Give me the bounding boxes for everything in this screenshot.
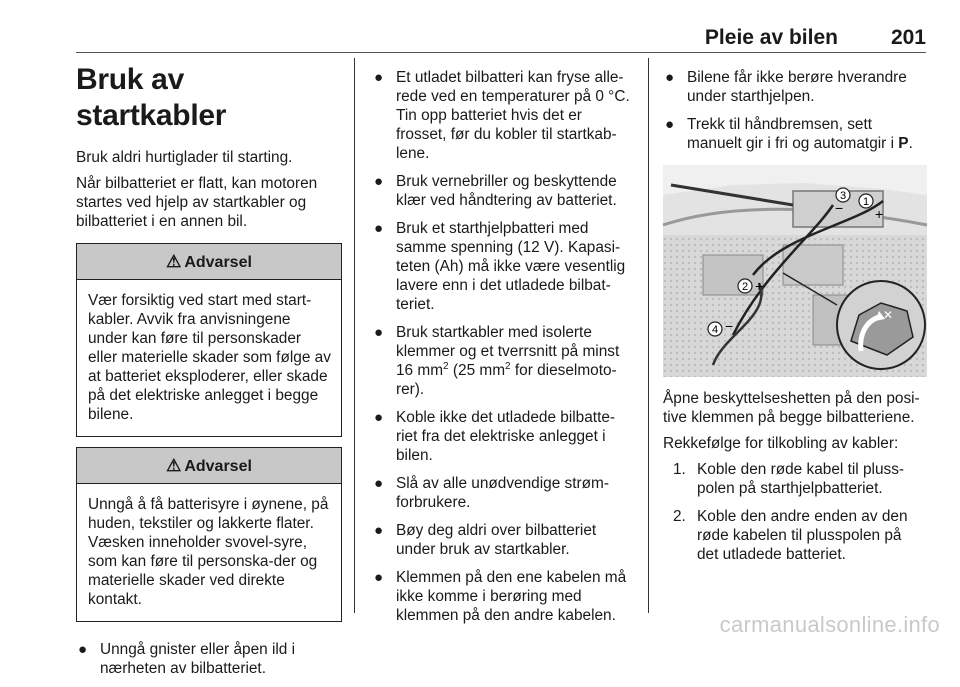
warning-heading: [77, 448, 341, 484]
list-item: [76, 640, 342, 678]
callout-3: 3: [839, 190, 847, 202]
header-rule: [76, 52, 926, 53]
list-item: [372, 568, 634, 625]
bullet-list: [663, 68, 927, 153]
callout-4: 4: [711, 324, 719, 336]
list-item: [673, 507, 927, 564]
warning-text: Unngå å få batterisyre i øynene, på huden, tekstiler og lakkerte flater. Væsken inneholder svovel-syre, som kan føre til personska-der og materielle skader ved direkte kontakt.: [88, 496, 329, 608]
warning-heading-text: Advarsel: [184, 458, 252, 475]
list-item-text: Slå av alle unødvendige strøm-forbrukere.: [396, 475, 609, 511]
step-text: Koble den røde kabel til pluss-polen på starthjelpbatteriet.: [697, 461, 905, 497]
warning-triangle-icon: ⚠: [166, 456, 182, 475]
intro-paragraph: Bruk aldri hurtiglader til starting.: [76, 149, 293, 166]
minus-symbol: −: [835, 200, 844, 216]
page-header: [76, 26, 926, 50]
instruction-paragraph: Åpne beskyttelseshetten på den posi-tive klemmen på begge bilbatteriene.: [663, 390, 920, 426]
list-item-text: Bruk vernebriller og beskyttende klær ved håndtering av batteriet.: [396, 173, 617, 209]
warning-triangle-icon: ⚠: [166, 252, 182, 271]
list-item: [372, 521, 634, 559]
column-3: [663, 58, 927, 573]
step-number: 2.: [673, 508, 686, 525]
warning-box: [76, 243, 342, 437]
list-item: [372, 219, 634, 314]
intro-paragraph: Når bilbatteriet er flatt, kan motoren startes ved hjelp av startkabler og bilbatteriet i en annen bil.: [76, 175, 318, 230]
svg-text:✕: ✕: [883, 308, 894, 322]
list-item: [673, 460, 927, 498]
bullet-icon: ●: [374, 522, 384, 539]
bullet-icon: ●: [374, 69, 384, 86]
plus-symbol: +: [875, 206, 884, 222]
list-item-text: Klemmen på den ene kabelen må ikke komme i berøring med klemmen på den andre kabelen.: [396, 569, 627, 624]
step-number: 1.: [673, 461, 686, 478]
numbered-steps: [673, 460, 927, 564]
list-item: [372, 68, 634, 163]
column-divider: [354, 58, 355, 613]
list-item: [372, 474, 634, 512]
minus-symbol: −: [725, 318, 734, 334]
bullet-icon: ●: [374, 173, 384, 190]
column-divider: [648, 58, 649, 613]
column-1: [76, 58, 342, 687]
plus-symbol: +: [755, 278, 764, 294]
warning-heading: [77, 244, 341, 280]
list-item-text: Unngå gnister eller åpen ild i nærheten av bilbatteriet.: [100, 641, 296, 677]
callout-1: 1: [862, 196, 870, 208]
page-number: 201: [890, 26, 926, 49]
jump-start-illustration: [663, 165, 927, 377]
list-item-text: Bøy deg aldri over bilbatteriet under bruk av startkabler.: [396, 522, 597, 558]
engine-bay-illustration: [663, 165, 927, 377]
warning-text: Vær forsiktig ved start med start-kabler. Avvik fra anvisningene under kan føre til personskader eller materielle skader som følge av at batteriet eksploderer, eller skade på det elektriske anlegget i begge bilene.: [88, 292, 331, 423]
list-item-text: Bruk startkabler med isolerte klemmer og et tverrsnitt på minst 16 $mm^2$ (25 $mm^2$ for dieselmoto-rer).: [396, 324, 620, 398]
bullet-list: [372, 68, 634, 625]
bullet-icon: ●: [374, 569, 384, 586]
bullet-list: [76, 640, 342, 678]
list-item-text: Trekk til håndbremsen, sett manuelt gir i fri og automatgir i P.: [687, 116, 913, 152]
warning-heading-text: Advarsel: [184, 254, 252, 271]
chapter-title: Pleie av bilen: [704, 26, 838, 49]
bullet-icon: ●: [374, 324, 384, 341]
bullet-icon: ●: [665, 116, 675, 133]
bullet-icon: ●: [374, 475, 384, 492]
list-item: [663, 68, 927, 106]
step-text: Koble den andre enden av den røde kabelen til plusspolen på det utladede batteriet.: [697, 508, 908, 563]
list-item: [372, 172, 634, 210]
warning-box: [76, 447, 342, 622]
section-title: Bruk av startkabler: [76, 63, 227, 132]
list-item-text: Koble ikke det utladede bilbatte-riet fra det elektriske anlegget i bilen.: [396, 409, 616, 464]
list-item: [372, 408, 634, 465]
list-item-text: Bilene får ikke berøre hverandre under starthjelpen.: [687, 69, 907, 105]
list-item: [372, 323, 634, 399]
callout-2: 2: [741, 281, 749, 293]
sequence-intro: Rekkefølge for tilkobling av kabler:: [663, 435, 899, 452]
list-item-text: Bruk et starthjelpbatteri med samme spenning (12 V). Kapasi-teten (Ah) må ikke være vesentlig lavere enn i det utladede bilbat-teriet.: [396, 220, 626, 313]
column-2: [372, 58, 634, 634]
list-item-text: Et utladet bilbatteri kan fryse alle-rede ved en temperaturer på 0 °C. Tin opp batteriet hvis det er frosset, før du kobler til startkab-lene.: [396, 69, 630, 162]
bullet-icon: ●: [374, 409, 384, 426]
bullet-icon: ●: [78, 641, 88, 658]
bullet-icon: ●: [374, 220, 384, 237]
list-item: [663, 115, 927, 153]
watermark: carmanualsonline.info: [719, 612, 940, 637]
bullet-icon: ●: [665, 69, 675, 86]
